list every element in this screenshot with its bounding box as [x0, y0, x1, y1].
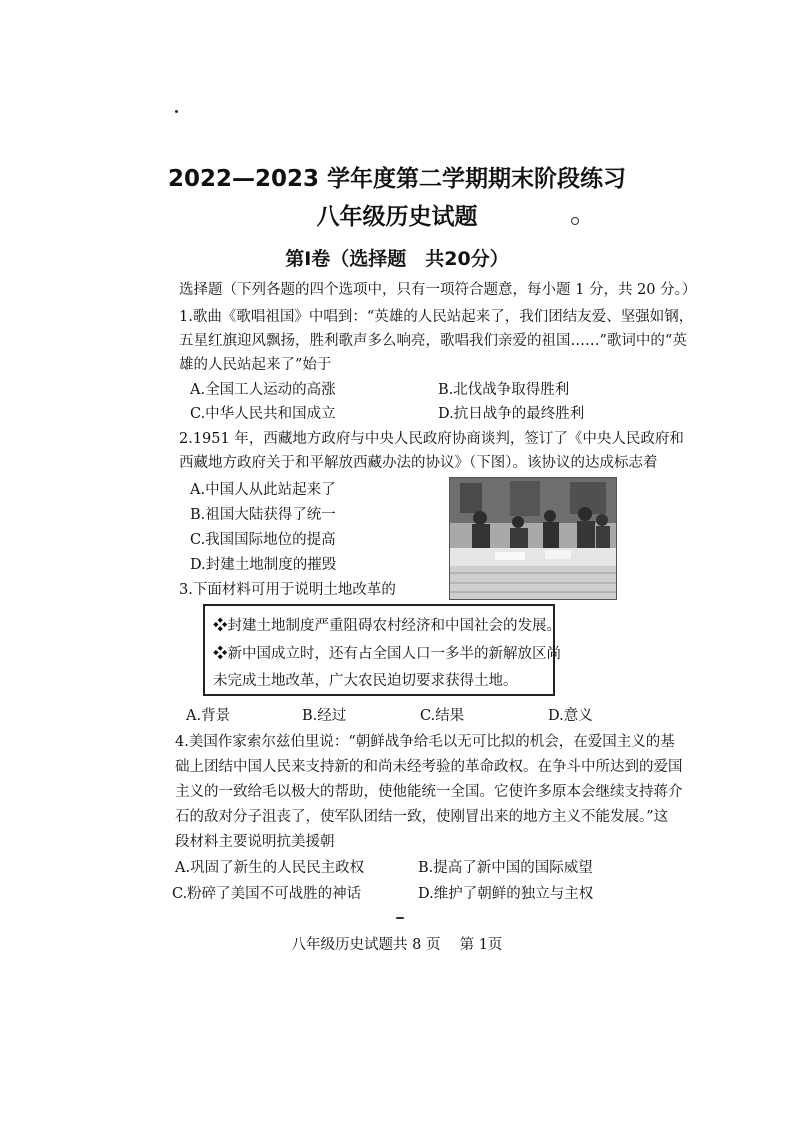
- section-heading: 第Ⅰ卷（选择题 共20分）: [285, 248, 509, 270]
- q3-line-1: 3.下面材料可用于说明土地改革的: [179, 582, 396, 598]
- q1-line-1: 1.歌曲《歌唱祖国》中唱到：“英雄的人民站起来了，我们团结友爱、坚强如钢，: [179, 309, 694, 325]
- photo-illustration: [450, 478, 616, 599]
- q2-line-2: 西藏地方政府关于和平解放西藏办法的协议》（下图）。该协议的达成标志着: [179, 455, 658, 471]
- agreement-signing-photo: [449, 477, 617, 600]
- q4-option-a[interactable]: A.巩固了新生的人民民主政权: [175, 860, 365, 876]
- q3-material-line-1: ❖封建土地制度严重阻碍农村经济和中国社会的发展。: [213, 618, 561, 634]
- scan-speck: [175, 110, 178, 113]
- q3-option-d[interactable]: D.意义: [548, 708, 593, 724]
- q4-option-c[interactable]: C.粉碎了美国不可战胜的神话: [172, 886, 362, 902]
- q4-line-2: 础上团结中国人民来支持新的和尚未经考验的革命政权。在争斗中所达到的爱国: [175, 759, 683, 775]
- scan-speck: [396, 917, 404, 919]
- exam-subtitle: 八年级历史试题: [316, 204, 478, 230]
- q1-option-d[interactable]: D.抗日战争的最终胜利: [438, 406, 585, 422]
- exam-title: 2022—2023 学年度第二学期期末阶段练习: [167, 166, 627, 192]
- q2-option-b[interactable]: B.祖国大陆获得了统一: [190, 507, 336, 523]
- q3-material-box: [203, 604, 561, 696]
- q2-line-1: 2.1951 年，西藏地方政府与中央人民政府协商谈判，签订了《中央人民政府和: [179, 431, 684, 447]
- q1-option-a[interactable]: A.全国工人运动的高涨: [190, 382, 336, 398]
- q4-line-4: 石的敌对分子沮丧了，使军队团结一致，使刚冒出来的地方主义不能发展。”这: [175, 809, 669, 825]
- q3-option-a[interactable]: A.背景: [186, 708, 231, 724]
- q4-option-b[interactable]: B.提高了新中国的国际威望: [418, 860, 593, 876]
- q3-material-line-3: 未完成土地改革，广大农民迫切要求获得土地。: [213, 673, 518, 689]
- q2-option-c[interactable]: C.我国国际地位的提高: [190, 532, 336, 548]
- q3-option-c[interactable]: C.结果: [420, 708, 465, 724]
- page-footer: 八年级历史试题共 8 页 第 1页: [291, 937, 503, 953]
- q2-option-a[interactable]: A.中国人从此站起来了: [190, 482, 336, 498]
- q3-material-line-2: ❖新中国成立时，还有占全国人口一多半的新解放区尚: [213, 646, 561, 662]
- q4-line-5: 段材料主要说明抗美援朝: [175, 834, 335, 850]
- q1-line-3: 雄的人民站起来了”始于: [179, 357, 332, 373]
- q1-line-2: 五星红旗迎风飘扬，胜利歌声多么响亮，歌唱我们亲爱的祖国……”歌词中的“英: [179, 333, 687, 349]
- q3-option-b[interactable]: B.经过: [302, 708, 347, 724]
- q1-option-c[interactable]: C.中华人民共和国成立: [190, 406, 336, 422]
- q1-option-b[interactable]: B.北伐战争取得胜利: [438, 382, 570, 398]
- instructions: 选择题（下列各题的四个选项中，只有一项符合题意，每小题 1 分，共 20 分。）: [179, 282, 697, 298]
- q4-option-d[interactable]: D.维护了朝鲜的独立与主权: [418, 886, 594, 902]
- q4-line-1: 4.美国作家索尔兹伯里说：“朝鲜战争给毛以无可比拟的机会，在爱国主义的基: [175, 734, 675, 750]
- q2-option-d[interactable]: D.封建土地制度的摧毁: [190, 557, 337, 573]
- q4-line-3: 主义的一致给毛以极大的帮助，使他能统一全国。它使许多原本会继续支持蒋介: [175, 784, 683, 800]
